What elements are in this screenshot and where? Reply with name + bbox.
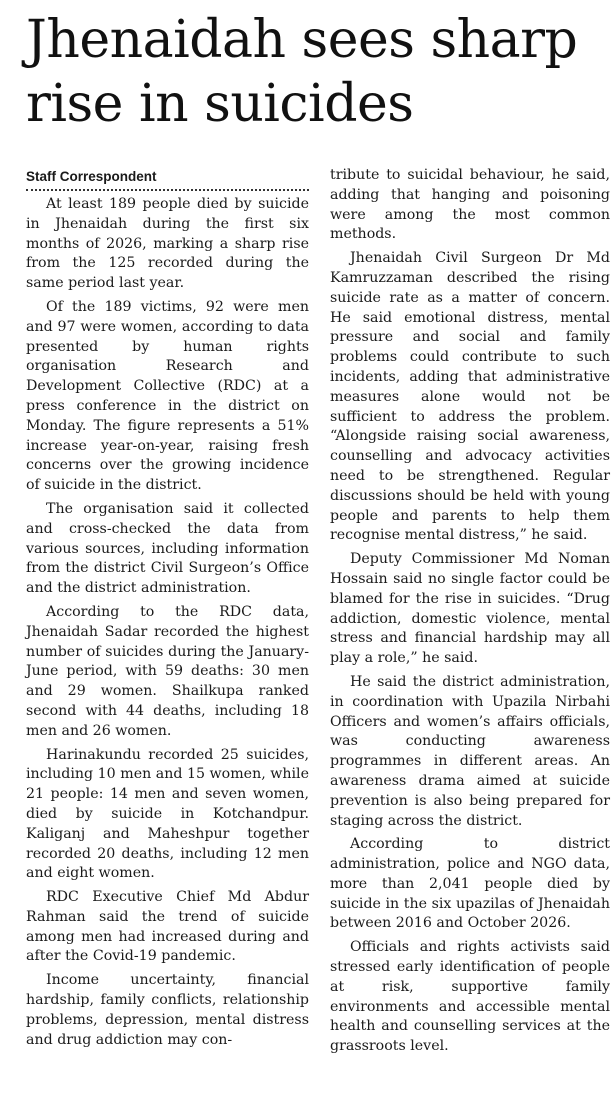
- paragraph: Jhenaidah Civil Surgeon Dr Md Kamruzzaman described the rising suicide rate as a matter of concern. He said emotional distress, mental pressure and social and family problems could contribute to such incidents, adding that administrative measures alone would not be sufficient to address the problem. “Alongside raising social awareness, counselling and advocacy activities need to be strengthened. Regular discussions should be held with young people and parents to help them recognise mental distress,” he said.: [330, 250, 610, 544]
- article-column-2: [330, 166, 610, 1061]
- paragraph: He said the district administration, in coordination with Upazila Nirbahi Officers and women’s affairs officials, was conducting awareness programmes in different areas. An awareness drama aimed at suicide prevention is also being prepared for staging across the district.: [330, 673, 610, 829]
- paragraph: RDC Executive Chief Md Abdur Rahman said the trend of suicide among men had increased during and after the Covid-19 pandemic.: [26, 889, 309, 965]
- headline: Jhenaidah sees sharp rise in suicides: [26, 10, 578, 134]
- paragraph: At least 189 people died by suicide in Jhenaidah during the first six months of 2026, marking a sharp rise from the 125 recorded during the same period last year.: [26, 196, 309, 292]
- paragraph: The organisation said it collected and cross-checked the data from various sources, including information from the district Civil Surgeon’s Office and the district administration.: [26, 500, 309, 597]
- paragraph: Harinakundu recorded 25 suicides, including 10 men and 15 women, while 21 people: 14 men and seven women, died by suicide in Kotchandpur. Kaliganj and Maheshpur together recorded 20 deaths, including 12 men and eight women.: [26, 746, 309, 882]
- article-column-1: [26, 168, 309, 1054]
- byline: Staff Correspondent: [26, 168, 309, 191]
- paragraph: Officials and rights activists said stressed early identification of people at risk, supportive family environments and accessible mental health and counselling services at the grassroots level.: [330, 939, 610, 1055]
- paragraph: Income uncertainty, financial hardship, family conflicts, relationship problems, depression, mental distress and drug addiction may con-: [26, 972, 309, 1048]
- paragraph-continued: tribute to suicidal behaviour, he said, adding that hanging and poisoning were among the most common methods.: [330, 167, 610, 243]
- paragraph: According to district administration, police and NGO data, more than 2,041 people died by suicide in the six upazilas of Jhenaidah between 2016 and October 2026.: [330, 836, 610, 932]
- paragraph: Of the 189 victims, 92 were men and 97 were women, according to data presented by human rights organisation Research and Development Collective (RDC) at a press conference in the district on Monday. The figure represents a 51% increase year-on-year, raising fresh concerns over the growing incidence of suicide in the district.: [26, 298, 309, 494]
- paragraph: Deputy Commissioner Md Noman Hossain said no single factor could be blamed for the rise in suicides. “Drug addiction, domestic violence, mental stress and financial hardship may all play a role,” he said.: [330, 551, 610, 667]
- paragraph: According to the RDC data, Jhenaidah Sadar recorded the highest number of suicides during the January-June period, with 59 deaths: 30 men and 29 women. Shailkupa ranked second with 44 deaths, including 18 men and 26 women.: [26, 603, 309, 739]
